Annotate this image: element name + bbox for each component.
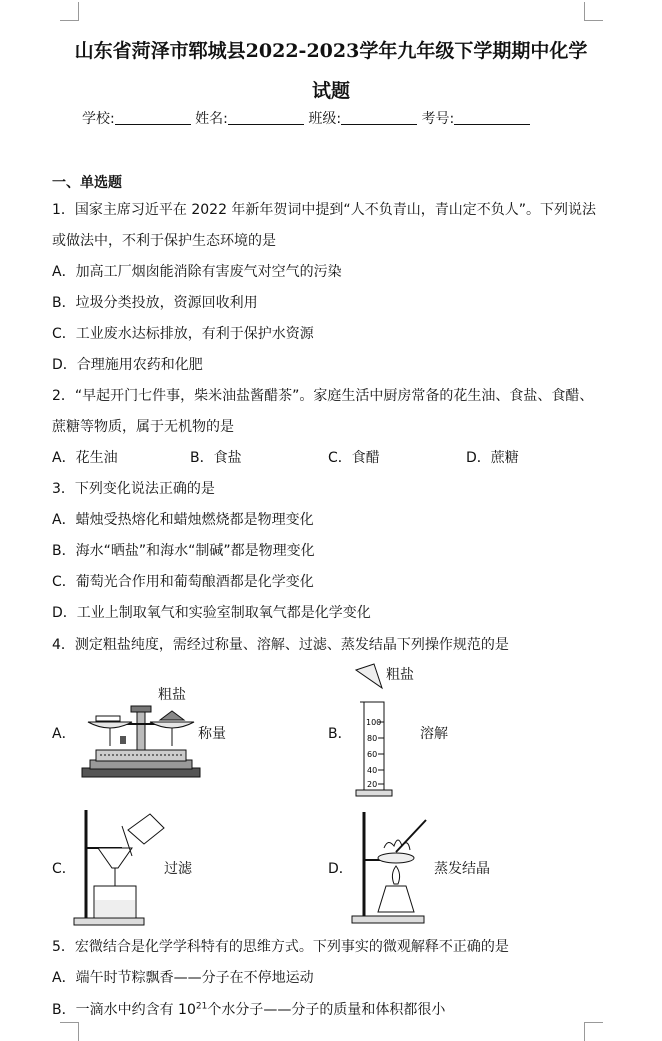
q1-option-c: C．工业废水达标排放，有利于保护水资源 — [52, 326, 314, 342]
q2-stem-cont: 蔗糖等物质，属于无机物的是 — [52, 419, 234, 435]
q5-option-b-exponent: 21 — [195, 1001, 208, 1012]
q2-stem: 2．“早起开门七件事，柴米油盐酱醋茶”。家庭生活中厨房常备的花生油、食盐、食醋、 — [52, 388, 594, 404]
q5-option-b-pre: B．一滴水中约含有 10 — [52, 1002, 196, 1018]
name-blank[interactable] — [228, 110, 304, 125]
class-blank[interactable] — [341, 110, 417, 125]
cylinder-tick-60: 60 — [367, 750, 378, 759]
filtration-figure — [72, 800, 170, 928]
school-blank[interactable] — [115, 110, 191, 125]
q4-option-a-salt-label: 粗盐 — [158, 687, 186, 703]
q4-option-d-label: 蒸发结晶 — [434, 861, 490, 877]
exam-no-label: 考号: — [421, 111, 455, 127]
q1-option-a: A．加高工厂烟囱能消除有害废气对空气的污染 — [52, 264, 342, 280]
q5-option-a: A．端午时节粽飘香——分子在不停地运动 — [52, 970, 314, 986]
cylinder-figure — [352, 662, 394, 800]
q3-option-b: B．海水“晒盐”和海水“制碱”都是物理变化 — [52, 543, 315, 559]
q1-stem: 1．国家主席习近平在 2022 年新年贺词中提到“人不负青山，青山定不负人”。下列说法 — [52, 202, 596, 218]
q5-stem: 5．宏微结合是化学学科特有的思维方式。下列事实的微观解释不正确的是 — [52, 939, 509, 955]
school-label: 学校: — [82, 111, 115, 127]
q4-option-a-letter: A． — [52, 726, 76, 742]
q4-option-b-label: 溶解 — [420, 726, 448, 742]
q5-option-b-post: 个水分子——分子的质量和体积都很小 — [207, 1002, 446, 1018]
q4-option-b-salt-label: 粗盐 — [386, 667, 414, 683]
balance-figure — [80, 698, 202, 780]
q2-option-d: D．蔗糖 — [466, 450, 519, 466]
page-title-line2: 试题 — [311, 80, 350, 102]
corner-mark-top-right — [584, 2, 603, 21]
q5-option-b — [52, 999, 445, 1019]
q1-stem-cont: 或做法中，不利于保护生态环境的是 — [52, 233, 276, 249]
cylinder-tick-100: 100 — [366, 718, 382, 727]
corner-mark-bottom-right — [584, 1022, 603, 1041]
q3-option-d: D．工业上制取氧气和实验室制取氧气都是化学变化 — [52, 605, 371, 621]
page-title: 山东省菏泽市郓城县2022-2023学年九年级下学期期中化学 — [74, 40, 588, 62]
q4-option-c-label: 过滤 — [164, 861, 192, 877]
corner-mark-bottom-left — [60, 1022, 79, 1041]
q1-option-b: B．垃圾分类投放，资源回收利用 — [52, 295, 258, 311]
evaporation-figure — [350, 808, 432, 926]
exam-no-blank[interactable] — [454, 110, 530, 125]
q4-option-b-letter: B． — [328, 726, 352, 742]
q4-option-c-letter: C． — [52, 861, 76, 877]
q4-option-a-label: 称量 — [198, 726, 226, 742]
q3-option-a: A．蜡烛受热熔化和蜡烛燃烧都是物理变化 — [52, 512, 314, 528]
q2-option-c: C．食醋 — [328, 450, 380, 466]
q2-option-a: A．花生油 — [52, 450, 118, 466]
name-label: 姓名: — [195, 111, 228, 127]
student-info-row — [82, 108, 530, 128]
cylinder-tick-20: 20 — [367, 780, 378, 789]
cylinder-tick-80: 80 — [367, 734, 378, 743]
section-heading: 一、单选题 — [52, 175, 122, 191]
q4-stem: 4．测定粗盐纯度，需经过称量、溶解、过滤、蒸发结晶下列操作规范的是 — [52, 637, 509, 653]
q1-option-d: D．合理施用农药和化肥 — [52, 357, 203, 373]
q4-option-d-letter: D． — [328, 861, 353, 877]
q3-stem: 3．下列变化说法正确的是 — [52, 481, 215, 497]
class-label: 班级: — [308, 111, 342, 127]
cylinder-tick-40: 40 — [367, 766, 378, 775]
q2-option-b: B．食盐 — [190, 450, 242, 466]
q3-option-c: C．葡萄光合作用和葡萄酿酒都是化学变化 — [52, 574, 314, 590]
corner-mark-top-left — [60, 2, 79, 21]
